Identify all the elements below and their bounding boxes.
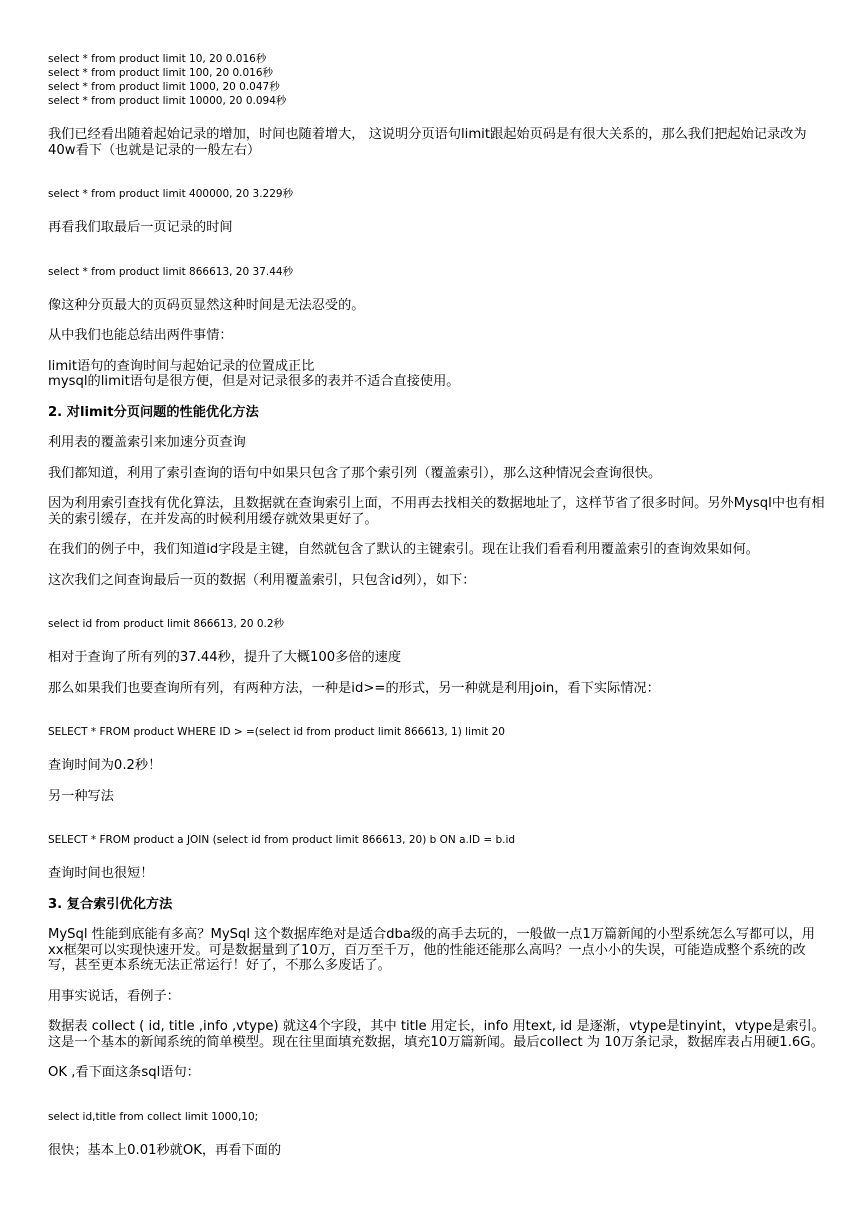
paragraph: 在我们的例子中，我们知道id字段是主键，自然就包含了默认的主键索引。现在让我们看看利用覆盖索引的查询效果如何。: [48, 542, 759, 557]
paragraph: 那么如果我们也要查询所有列，有两种方法，一种是id>=的形式，另一种就是利用join，看下实际情况：: [48, 680, 660, 696]
list-item: limit语句的查询时间与起始记录的位置成正比: [48, 358, 315, 374]
paragraph: 这次我们之间查询最后一页的数据（利用覆盖索引，只包含id列），如下：: [48, 572, 476, 588]
paragraph: 数据表 collect ( id, title ,info ,vtype) 就这4个字段，其中 title 用定长，info 用text, id 是逐渐，vtype是tinyint，vtype是索引。这是一个基本的新闻系统的简单模型。现在往里面填充数据，填充10万篇新闻。最后collect 为 10万条记录，数据库表占用硬1.6G。: [48, 1019, 825, 1050]
paragraph: 我们已经看出随着起始记录的增加，时间也随着增大， 这说明分页语句limit跟起始页码是有很大关系的，那么我们把起始记录改为40w看下（也就是记录的一般左右）: [48, 127, 807, 158]
paragraph: 因为利用索引查找有优化算法，且数据就在查询索引上面，不用再去找相关的数据地址了，这样节省了很多时间。另外Mysql中也有相关的索引缓存，在并发高的时候利用缓存就效果更好了。: [48, 496, 825, 527]
document-body: [48, 52, 828, 1158]
code-block: select id from product limit 866613, 20 0.2秒: [48, 618, 285, 630]
paragraph: 用事实说话，看例子：: [48, 988, 180, 1004]
paragraph: 相对于查询了所有列的37.44秒，提升了大概100多倍的速度: [48, 650, 402, 665]
section-heading: 3. 复合索引优化方法: [48, 896, 173, 912]
paragraph: OK ,看下面这条sql语句：: [48, 1065, 200, 1080]
paragraph: 另一种写法: [48, 788, 114, 804]
code-block: select * from product limit 866613, 20 37.44秒: [48, 265, 294, 278]
code-block: SELECT * FROM product a JOIN (select id from product limit 866613, 20) b ON a.ID = b.id: [48, 834, 516, 846]
list-item: mysql的limit语句是很方便，但是对记录很多的表并不适合直接使用。: [48, 374, 460, 389]
paragraph: 像这种分页最大的页码页显然这种时间是无法忍受的。: [48, 297, 365, 313]
paragraph: 查询时间为0.2秒！: [48, 758, 162, 773]
paragraph: 很快；基本上0.01秒就OK，再看下面的: [48, 1142, 282, 1158]
code-block: select id,title from collect limit 1000,10;: [48, 1110, 259, 1123]
section-heading: 2. 对limit分页问题的性能优化方法: [48, 404, 259, 420]
code-block: SELECT * FROM product WHERE ID > =(select id from product limit 866613, 1) limit 20: [48, 726, 505, 738]
paragraph: 再看我们取最后一页记录的时间: [48, 220, 233, 235]
code-block: select * from product limit 10, 20 0.016秒 select * from product limit 100, 20 0.016秒 select * from product limit 1000, 20 0.047秒 select * from product limit 10000, 20 0.094秒: [48, 53, 287, 107]
paragraph: 我们都知道，利用了索引查询的语句中如果只包含了那个索引列（覆盖索引），那么这种情况会查询很快。: [48, 465, 662, 481]
code-block: select * from product limit 400000, 20 3.229秒: [48, 188, 294, 200]
paragraph: 查询时间也很短！: [48, 866, 154, 881]
paragraph: MySql 性能到底能有多高？MySql 这个数据库绝对是适合dba级的高手去玩的，一般做一点1万篇新闻的小型系统怎么写都可以，用xx框架可以实现快速开发。可是数据量到了10万，百万至千万，他的性能还能那么高吗？一点小小的失误，可能造成整个系统的改写，甚至更本系统无法正常运行！好了，不那么多废话了。: [48, 927, 815, 973]
list-block: [48, 359, 828, 390]
paragraph: 从中我们也能总结出两件事情：: [48, 328, 233, 343]
paragraph: 利用表的覆盖索引来加速分页查询: [48, 435, 246, 450]
